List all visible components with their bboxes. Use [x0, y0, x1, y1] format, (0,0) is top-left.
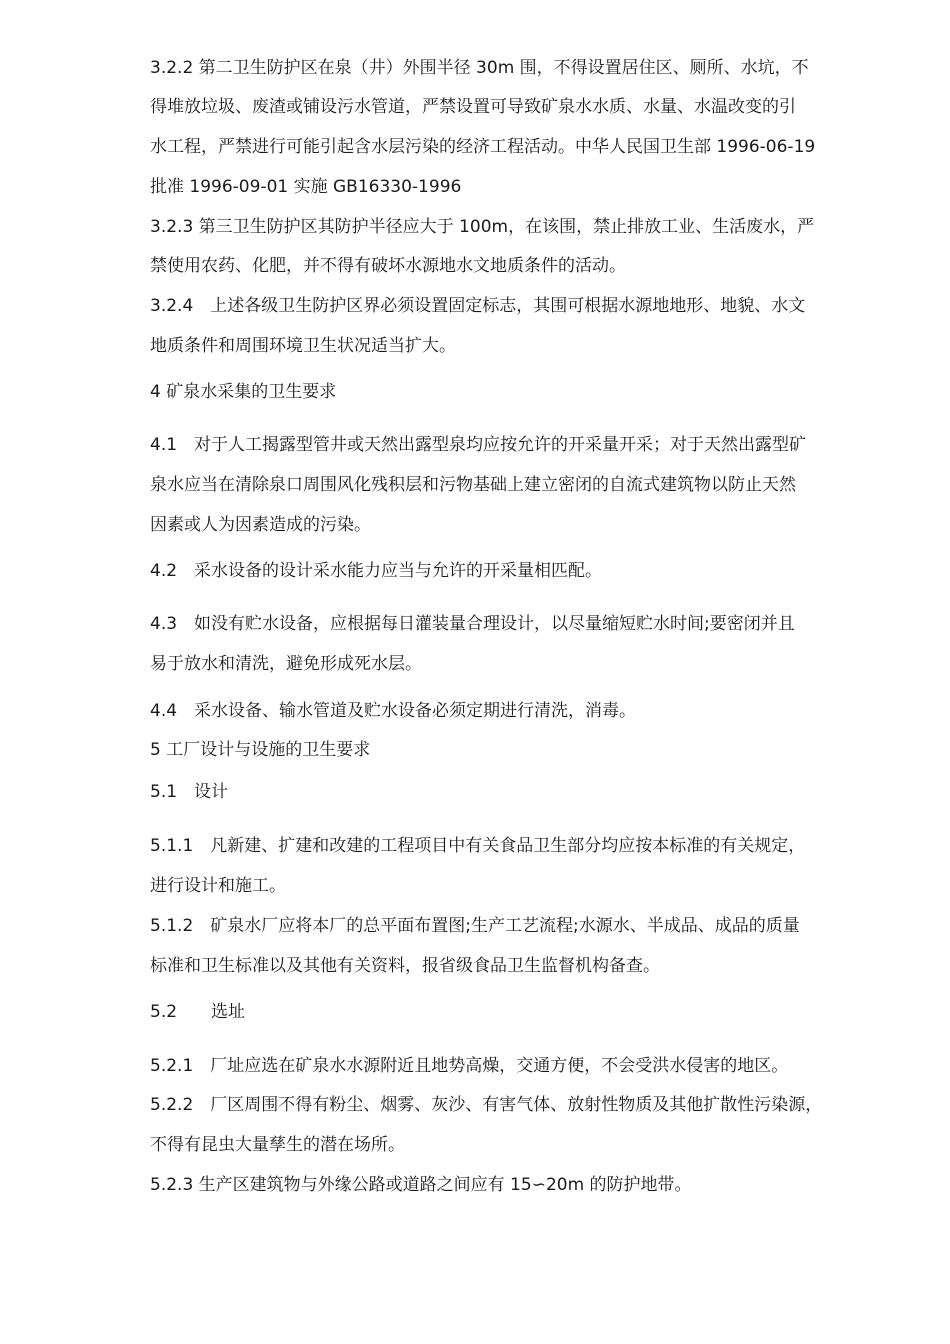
text-line: 4.4 采水设备、输水管道及贮水设备必须定期进行清洗，消毒。 [150, 701, 637, 721]
text-line: 水工程，严禁进行可能引起含水层污染的经济工程活动。中华人民国卫生部 1996-06-19 [150, 137, 816, 157]
text-line: 禁使用农药、化肥，并不得有破坏水源地水文地质条件的活动。 [150, 256, 626, 276]
text-line: 得堆放垃圾、废渣或铺设污水管道，严禁设置可导致矿泉水水质、水量、水温改变的引 [150, 97, 796, 117]
text-line: 5.2.3 生产区建筑物与外缘公路或道路之间应有 15∽20m 的防护地带。 [150, 1175, 692, 1195]
text-line: 3.2.3 第三卫生防护区其防护半径应大于 100m，在该围，禁止排放工业、生活废水，严 [150, 217, 815, 237]
text-line: 因素或人为因素造成的污染。 [150, 515, 371, 535]
text-line: 5.1.1 凡新建、扩建和改建的工程项目中有关食品卫生部分均应按本标准的有关规定， [150, 836, 806, 856]
text-line: 进行设计和施工。 [150, 876, 286, 896]
text-line: 3.2.4 上述各级卫生防护区界必须设置固定标志，其围可根据水源地地形、地貌、水文 [150, 296, 806, 316]
section-heading: 4 矿泉水采集的卫生要求 [150, 382, 337, 402]
section-heading: 5 工厂设计与设施的卫生要求 [150, 740, 371, 760]
text-line: 4.2 采水设备的设计采水能力应当与允许的开采量相匹配。 [150, 561, 603, 581]
text-line: 泉水应当在清除泉口周围风化残积层和污物基础上建立密闭的自流式建筑物以防止天然 [150, 475, 796, 495]
subsection-heading: 5.1 设计 [150, 782, 229, 802]
text-line: 4.1 对于人工揭露型管井或天然出露型泉均应按允许的开采量开采；对于天然出露型矿 [150, 435, 807, 455]
text-line: 5.2.1 厂址应选在矿泉水水源附近且地势高燥，交通方便，不会受洪水侵害的地区。 [150, 1056, 789, 1076]
text-line: 批准 1996-09-01 实施 GB16330-1996 [150, 177, 462, 197]
text-line: 地质条件和周围环境卫生状况适当扩大。 [150, 336, 456, 356]
text-line: 易于放水和清洗，避免形成死水层。 [150, 654, 422, 674]
text-line: 标准和卫生标准以及其他有关资料，报省级食品卫生监督机构备查。 [150, 956, 660, 976]
text-line: 不得有昆虫大量孳生的潜在场所。 [150, 1135, 405, 1155]
text-line: 3.2.2 第二卫生防护区在泉（井）外围半径 30m 围，不得设置居住区、厕所、水坑，不 [150, 58, 809, 78]
subsection-heading: 5.2 选址 [150, 1002, 246, 1022]
text-line: 4.3 如没有贮水设备，应根据每日灌装量合理设计，以尽量缩短贮水时间;要密闭并且 [150, 614, 795, 634]
text-line: 5.2.2 厂区周围不得有粉尘、烟雾、灰沙、有害气体、放射性物质及其他扩散性污染源， [150, 1095, 823, 1115]
text-line: 5.1.2 矿泉水厂应将本厂的总平面布置图;生产工艺流程;水源水、半成品、成品的质量 [150, 916, 800, 936]
